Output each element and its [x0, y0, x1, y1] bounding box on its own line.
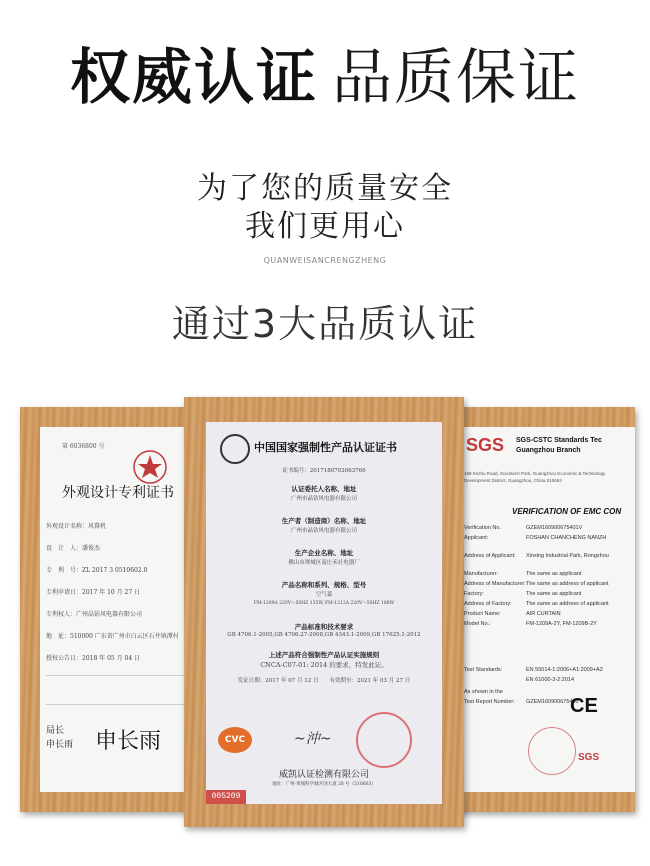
- director-name-label: 申长雨: [46, 740, 74, 750]
- ccc-logo-icon: [220, 434, 250, 464]
- patent-row: 设 计 人：潘俊杰: [46, 545, 101, 552]
- emc-field-label: Address of Factory:: [464, 601, 512, 607]
- ccc-certificate: [206, 422, 442, 804]
- ccc-red-stamp-icon: [356, 712, 412, 768]
- emc-field-label: Manufacturer:: [464, 571, 498, 577]
- emc-field-value: Xinxing Industrial Park, Rongzhou: [526, 553, 609, 559]
- subtitle-line-2: 我们更用心: [245, 209, 405, 244]
- frame-right: [440, 407, 635, 812]
- emc-field-value: FOSHAN CHANCHENG NANZH: [526, 535, 607, 541]
- ccc-serial: 005209: [206, 790, 246, 804]
- patent-text-block: [46, 675, 194, 705]
- emc-header-1: SGS-CSTC Standards Tec: [516, 437, 602, 444]
- emc-field-value: The same as applicant: [526, 591, 582, 597]
- ccc-applicant-heading: 认证委托人名称、地址: [291, 485, 357, 493]
- ccc-cert-no: 证书编号：2017180702063766: [282, 468, 366, 474]
- ccc-standard-heading: 产品标准和技术要求: [294, 623, 354, 631]
- heading-light: 品质保证: [332, 43, 580, 113]
- emc-shown-label: As shown in the: [464, 689, 503, 695]
- emc-field-label: Applicant:: [464, 535, 489, 541]
- ccc-title: 中国国家强制性产品认证证书: [254, 441, 397, 454]
- ccc-factory: 佛山市禅城区南庄禾社电器厂: [288, 560, 360, 566]
- patent-row: 地 址：510000 广东省广州市白云区石井镇潭村: [46, 633, 179, 640]
- subtitle-line-1: 为了您的质量安全: [197, 171, 453, 206]
- ccc-manufacturer: 广州市晶钻风电器有限公司: [290, 528, 357, 534]
- emc-report-label: Test Report Number:: [464, 699, 515, 705]
- ccc-applicant: 广州市晶钻风电器有限公司: [290, 496, 357, 502]
- ccc-manufacturer-heading: 生产者（制造商）名称、地址: [281, 517, 367, 525]
- director-signature: 申长雨: [95, 729, 162, 754]
- emc-stamp-icon: [528, 727, 576, 775]
- ccc-rule-heading: 上述产品符合强制性产品认证实施规则: [268, 651, 380, 659]
- ccc-address: 地址：广州·黄埔科学城开创大道 28 号（510663）: [272, 782, 376, 787]
- emc-field-label: Address of Applicant:: [464, 553, 516, 559]
- emc-address-2: Development District, Guangzhou, China 510663: [464, 478, 562, 483]
- page-heading: [0, 38, 650, 118]
- emc-field-value: The same as address of applicant: [526, 601, 609, 607]
- emc-report-value: GZEM160900675401: [526, 699, 579, 705]
- ccc-factory-heading: 生产企业名称、地址: [294, 549, 354, 557]
- emc-field-value: FM-1209A-2Y, FM-1209B-2Y: [526, 621, 597, 627]
- patent-title: 外观设计专利证书: [62, 485, 174, 501]
- emc-field-label: Factory:: [464, 591, 484, 597]
- patent-row: 专利权人：广州晶钻风电器有限公司: [46, 611, 143, 618]
- ccc-issuing-org: 威凯认证检测有限公司: [278, 770, 369, 780]
- patent-row: 专 利 号：ZL 2017 3 0510602.0: [46, 567, 148, 574]
- emc-certificate: [458, 427, 635, 792]
- frame-center: [184, 397, 464, 827]
- emc-field-value: GZEM160900675401V: [526, 525, 583, 531]
- patent-row: 授权公告日：2018 年 05 月 04 日: [46, 655, 141, 662]
- emc-field-value: The same as applicant: [526, 571, 582, 577]
- emc-field-label: Address of Manufacturer:: [464, 581, 526, 587]
- ccc-models: FM-1209A 220V～50HZ 135W, FM-1212A 220V～50HZ 180W: [253, 601, 395, 606]
- sgs-logo: SGS: [466, 435, 505, 455]
- emc-field-value: AIR CURTAIN: [526, 611, 561, 617]
- emc-field-label: Verification No.: [464, 525, 501, 531]
- emc-field-value: EN 61000-3-2:2014: [526, 677, 575, 683]
- emc-address-1: 198 Kezhu Road, Scientech Park, Guangzhou Economic & Technology: [464, 471, 606, 476]
- ccc-standard: GB 4706.1-2005,GB 4706.27-2008,GB 4343.1-2009,GB 17625.1-2012: [227, 632, 421, 638]
- ccc-product-heading: 产品名称和系列、规格、型号: [281, 581, 367, 589]
- ce-mark: CE: [570, 695, 598, 717]
- emc-header-2: Guangzhou Branch: [516, 447, 581, 454]
- cvc-logo: CVC: [218, 727, 252, 753]
- emc-field-value: The same as address of applicant: [526, 581, 609, 587]
- emc-field-label: Model No.:: [464, 621, 491, 627]
- ccc-dates: 发证日期：2017 年 07 月 12 日 有效期至：2021 年 03 月 27 日: [237, 678, 411, 684]
- emc-field-label: Test Standards:: [464, 667, 503, 673]
- patent-row: 专利申请日：2017 年 10 月 27 日: [46, 589, 141, 596]
- patent-number: 第 6036800 号: [62, 443, 105, 450]
- national-emblem-icon: [128, 447, 172, 487]
- emc-verification-title: VERIFICATION OF EMC CON: [512, 507, 622, 516]
- director-label: 局长: [46, 726, 65, 736]
- section-title: 通过3大品质认证: [171, 302, 479, 346]
- emc-field-label: Product Name:: [464, 611, 501, 617]
- heading-bold: 权威认证: [70, 43, 318, 113]
- patent-certificate: [40, 427, 200, 792]
- pinyin-caption: QUANWEISANCRENGZHENG: [263, 256, 387, 265]
- sgs-logo-bottom: SGS: [578, 752, 600, 763]
- ccc-product: 空气幕: [315, 592, 333, 598]
- ccc-rule: CNCA-C07-01: 2014 的要求，特发此证。: [260, 661, 388, 669]
- ccc-signature: ~沖~: [294, 731, 332, 747]
- emc-field-value: EN 55014-1:2006+A1:2009+A2: [526, 667, 603, 673]
- patent-row: 外观设计名称：风幕机: [46, 523, 107, 530]
